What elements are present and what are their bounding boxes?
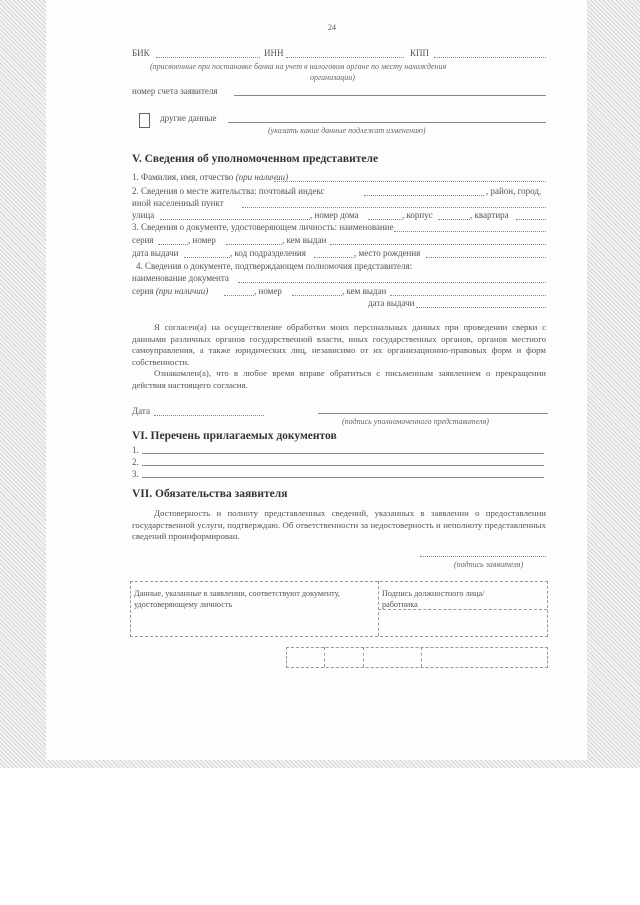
postal-index-field[interactable]	[364, 195, 484, 196]
verification-left-text: Данные, указанные в заявлении, соответствуют документу, удостоверяющему личность	[134, 589, 340, 609]
cell-divider-2	[363, 647, 364, 667]
auth-number-field[interactable]	[292, 295, 342, 296]
fio-field[interactable]	[274, 181, 546, 182]
section6-title: VI. Перечень прилагаемых документов	[132, 430, 337, 442]
doc-list-line-3[interactable]	[142, 477, 544, 478]
inn-label: ИНН	[264, 48, 284, 58]
kpp-field[interactable]	[434, 57, 546, 58]
s5-auth-series-label: серия (при наличии)	[132, 286, 209, 296]
s5-code-label: , код подразделения	[230, 248, 306, 258]
id-doc-name-field[interactable]	[394, 231, 546, 232]
section7-title: VII. Обязательства заявителя	[132, 488, 288, 500]
bik-label: БИК	[132, 48, 150, 58]
kpp-label: КПП	[410, 48, 430, 58]
bank-note-1: (присвоенные при постановке банка на учет в налоговом органе по месту нахождения	[150, 62, 447, 71]
doc-list-item-3: 3.	[132, 469, 139, 479]
birthplace-field[interactable]	[426, 257, 546, 258]
consent-date-label: Дата	[132, 406, 150, 416]
other-data-field[interactable]	[228, 122, 546, 123]
s5-issued-label: , кем выдан	[282, 235, 327, 245]
applicant-sign-note: (подпись заявителя)	[454, 560, 524, 569]
s5-locality-label: иной населенный пункт	[132, 198, 224, 208]
verification-right-text: Подпись должностного лица/работника	[382, 589, 485, 609]
bik-field[interactable]	[156, 57, 260, 58]
other-data-label: другие данные	[160, 113, 217, 123]
page-number: 24	[328, 23, 336, 32]
account-field[interactable]	[234, 95, 546, 96]
s5-address-label: 2. Сведения о месте жительства: почтовый индекс	[132, 186, 325, 196]
s5-block-label: , корпус	[402, 210, 433, 220]
auth-series-field[interactable]	[224, 295, 254, 296]
authority-doc-name-field[interactable]	[238, 282, 546, 283]
id-number-field[interactable]	[226, 244, 282, 245]
official-signature-field[interactable]	[382, 611, 542, 633]
street-field[interactable]	[160, 219, 310, 220]
id-series-field[interactable]	[158, 244, 188, 245]
locality-field[interactable]	[242, 207, 546, 208]
cell-divider-3	[421, 647, 422, 667]
doc-list-line-2[interactable]	[142, 465, 544, 466]
s5-id-doc-label: 3. Сведения о документе, удостоверяющем личность: наименование	[132, 222, 394, 232]
account-label: номер счета заявителя	[132, 86, 218, 96]
inn-field[interactable]	[286, 57, 404, 58]
id-issued-field[interactable]	[330, 244, 546, 245]
s5-auth-number-label: , номер	[254, 286, 282, 296]
doc-list-item-2: 2.	[132, 457, 139, 467]
bank-note-2: организации)	[310, 73, 355, 82]
s5-birthplace-label: , место рождения	[354, 248, 421, 258]
auth-date-field[interactable]	[416, 307, 546, 308]
doc-list-item-1: 1.	[132, 445, 139, 455]
s5-street-label: улица	[132, 210, 155, 220]
s5-auth-issued-label: , кем выдан	[342, 286, 387, 296]
id-date-field[interactable]	[184, 257, 230, 258]
house-field[interactable]	[368, 219, 402, 220]
other-data-checkbox[interactable]	[139, 113, 150, 128]
s5-house-label: , номер дома	[310, 210, 359, 220]
s5-doc-name-label: наименование документа	[132, 273, 229, 283]
consent-paragraph-2: Ознакомлен(а), что в любое время вправе обратиться с письменным заявлением о прекращении действия настоящего согласия.	[132, 368, 546, 390]
obligation-paragraph: Достоверность и полноту представленных сведений, указанных в заявлении о предоставлении государственной услуги, подтверждаю. Об ответственности за недостоверность и неполноту представленных сведений проинформирован.	[132, 508, 546, 541]
consent-signature-field[interactable]	[318, 413, 548, 414]
auth-issued-field[interactable]	[390, 295, 546, 296]
s5-number-label: , номер	[188, 235, 216, 245]
flat-field[interactable]	[516, 219, 546, 220]
registration-cells	[286, 647, 548, 668]
cell-divider-1	[324, 647, 325, 667]
consent-paragraph-1: Я согласен(а) на осуществление обработки моих персональных данных при проведении сверки с данными различных органов государственной власти, иных государственных органов, органов местного самоуправления, а также юридических лиц, независимо от их организационно-правовых форм и форм собственности.	[132, 322, 546, 367]
consent-sign-note: (подпись уполномоченного представителя)	[342, 417, 489, 426]
applicant-signature-field[interactable]	[420, 556, 546, 557]
consent-date-field[interactable]	[154, 415, 264, 416]
s5-auth-date-label: дата выдачи	[368, 298, 415, 308]
s5-flat-label: , квартира	[470, 210, 509, 220]
s5-fio-label: 1. Фамилия, имя, отчество (при наличии)	[132, 172, 289, 182]
s5-address-right: , район, город,	[486, 186, 542, 196]
block-field[interactable]	[438, 219, 470, 220]
document-page	[46, 0, 587, 760]
doc-list-line-1[interactable]	[142, 453, 544, 454]
section5-title: V. Сведения об уполномоченном представителе	[132, 153, 379, 165]
other-data-note: (указать какие данные подлежат изменению)	[268, 126, 426, 135]
s5-authority-label: 4. Сведения о документе, подтверждающем полномочия представителя:	[136, 261, 413, 271]
s5-date-label: дата выдачи	[132, 248, 179, 258]
dept-code-field[interactable]	[314, 257, 354, 258]
s5-series-label: серия	[132, 235, 154, 245]
